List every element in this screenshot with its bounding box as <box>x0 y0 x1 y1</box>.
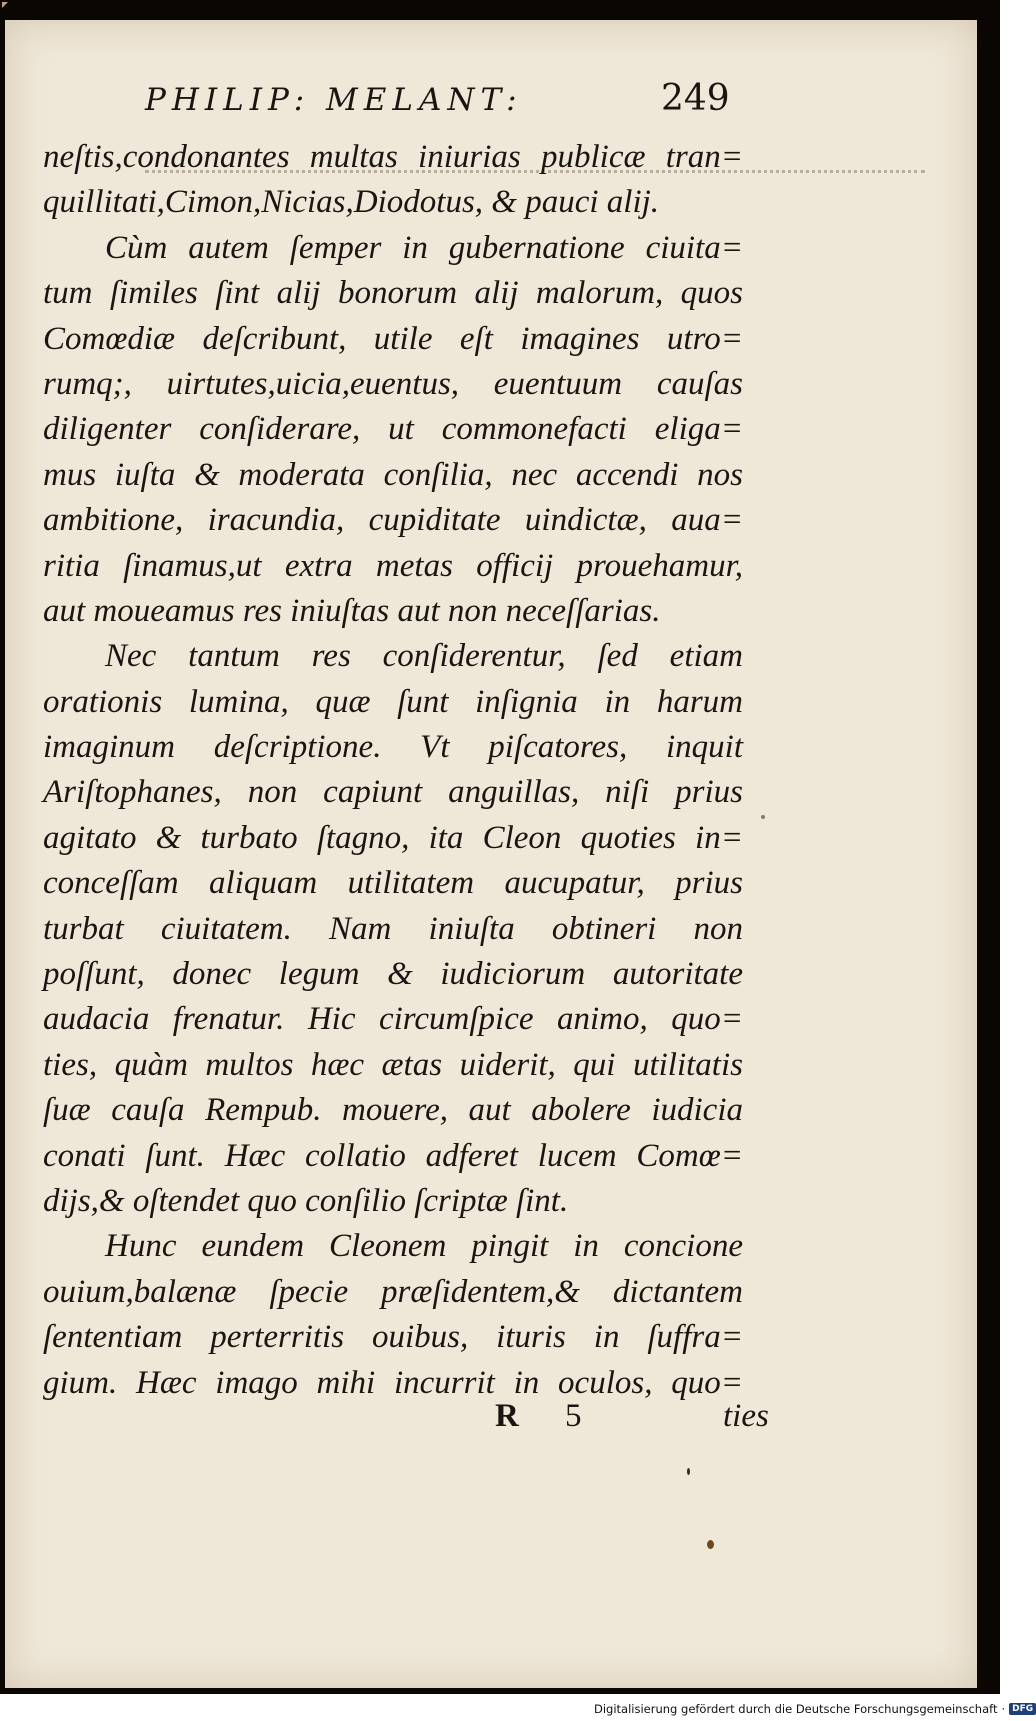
ink-speck <box>761 815 765 819</box>
catchword: ties <box>723 1398 769 1434</box>
text-line: imaginum deſcriptione. Vt piſcatores, inquit <box>43 729 743 766</box>
corner-marker <box>2 2 8 8</box>
ink-speck <box>707 1540 714 1549</box>
text-line: poſſunt, donec legum & iudiciorum autoritate <box>43 956 743 993</box>
text-line: conceſſam aliquam utilitatem aucupatur, prius <box>43 865 743 902</box>
text-line: neſtis,condonantes multas iniurias publicæ tran= <box>43 139 743 175</box>
text-line: turbat ciuitatem. Nam iniuſta obtineri non <box>43 910 743 947</box>
text-line: rumq;, uirtutes,uicia,euentus, euentuum cauſas <box>43 365 743 402</box>
signature-mark: R <box>495 1398 519 1434</box>
text-line: quillitati,Cimon,Nicias,Diodotus, & pauci alij. <box>43 184 660 221</box>
body-text <box>43 135 743 1406</box>
text-line: conati ſunt. Hæc collatio adferet lucem Comœ= <box>43 1137 743 1174</box>
text-line: Nec tantum res conſiderentur, ſed etiam <box>105 638 743 675</box>
credit-text: Digitalisierung gefördert durch die Deutsche Forschungsgemeinschaft <box>594 1702 998 1716</box>
text-line: ambitione, iracundia, cupiditate uindictæ, aua= <box>43 502 743 539</box>
text-line: Comœdiæ deſcribunt, utile eſt imagines utro= <box>43 320 743 357</box>
page-number: 249 <box>661 78 730 119</box>
separator: · <box>1001 1702 1006 1716</box>
running-title: PHILIP: MELANT: <box>145 82 523 118</box>
text-line: mus iuſta & moderata conſilia, nec accendi nos <box>43 456 743 493</box>
text-line: Hunc eundem Cleonem pingit in concione <box>105 1228 743 1265</box>
text-line: gium. Hæc imago mihi incurrit in oculos, quo= <box>43 1364 743 1401</box>
dfg-logo-icon: DFG <box>1009 1703 1036 1715</box>
text-line: tum ſimiles ſint alij bonorum alij malorum, quos <box>43 275 743 312</box>
text-line: ties, quàm multos hæc ætas uiderit, qui utilitatis <box>43 1046 743 1083</box>
text-line: ſententiam perterritis ouibus, ituris in ſuffra= <box>43 1319 743 1356</box>
text-line: ouium,balænæ ſpecie præſidentem,& dictantem <box>43 1273 743 1310</box>
text-line: ritia ſinamus,ut extra metas officij prouehamur, <box>43 547 743 584</box>
book-page <box>5 20 977 1688</box>
running-head <box>145 82 745 132</box>
digitization-credit <box>594 1700 1034 1718</box>
text-line: ſuæ cauſa Rempub. mouere, aut abolere iudicia <box>43 1092 743 1129</box>
text-line: audacia frenatur. Hic circumſpice animo, quo= <box>43 1001 743 1038</box>
text-line: aut moueamus res iniuſtas aut non neceſſarias. <box>43 592 661 629</box>
text-line: Ariſtophanes, non capiunt anguillas, niſi prius <box>43 774 743 811</box>
text-line: agitato & turbato ſtagno, ita Cleon quoties in= <box>43 819 743 856</box>
signature-number: 5 <box>565 1398 582 1434</box>
text-line: orationis lumina, quæ ſunt inſignia in harum <box>43 683 743 720</box>
ink-speck <box>687 1468 690 1475</box>
text-line: Cùm autem ſemper in gubernatione ciuita= <box>105 229 743 266</box>
text-line: diligenter conſiderare, ut commonefacti eliga= <box>43 411 743 448</box>
text-line: dijs,& oſtendet quo conſilio ſcriptæ ſint. <box>43 1182 569 1219</box>
